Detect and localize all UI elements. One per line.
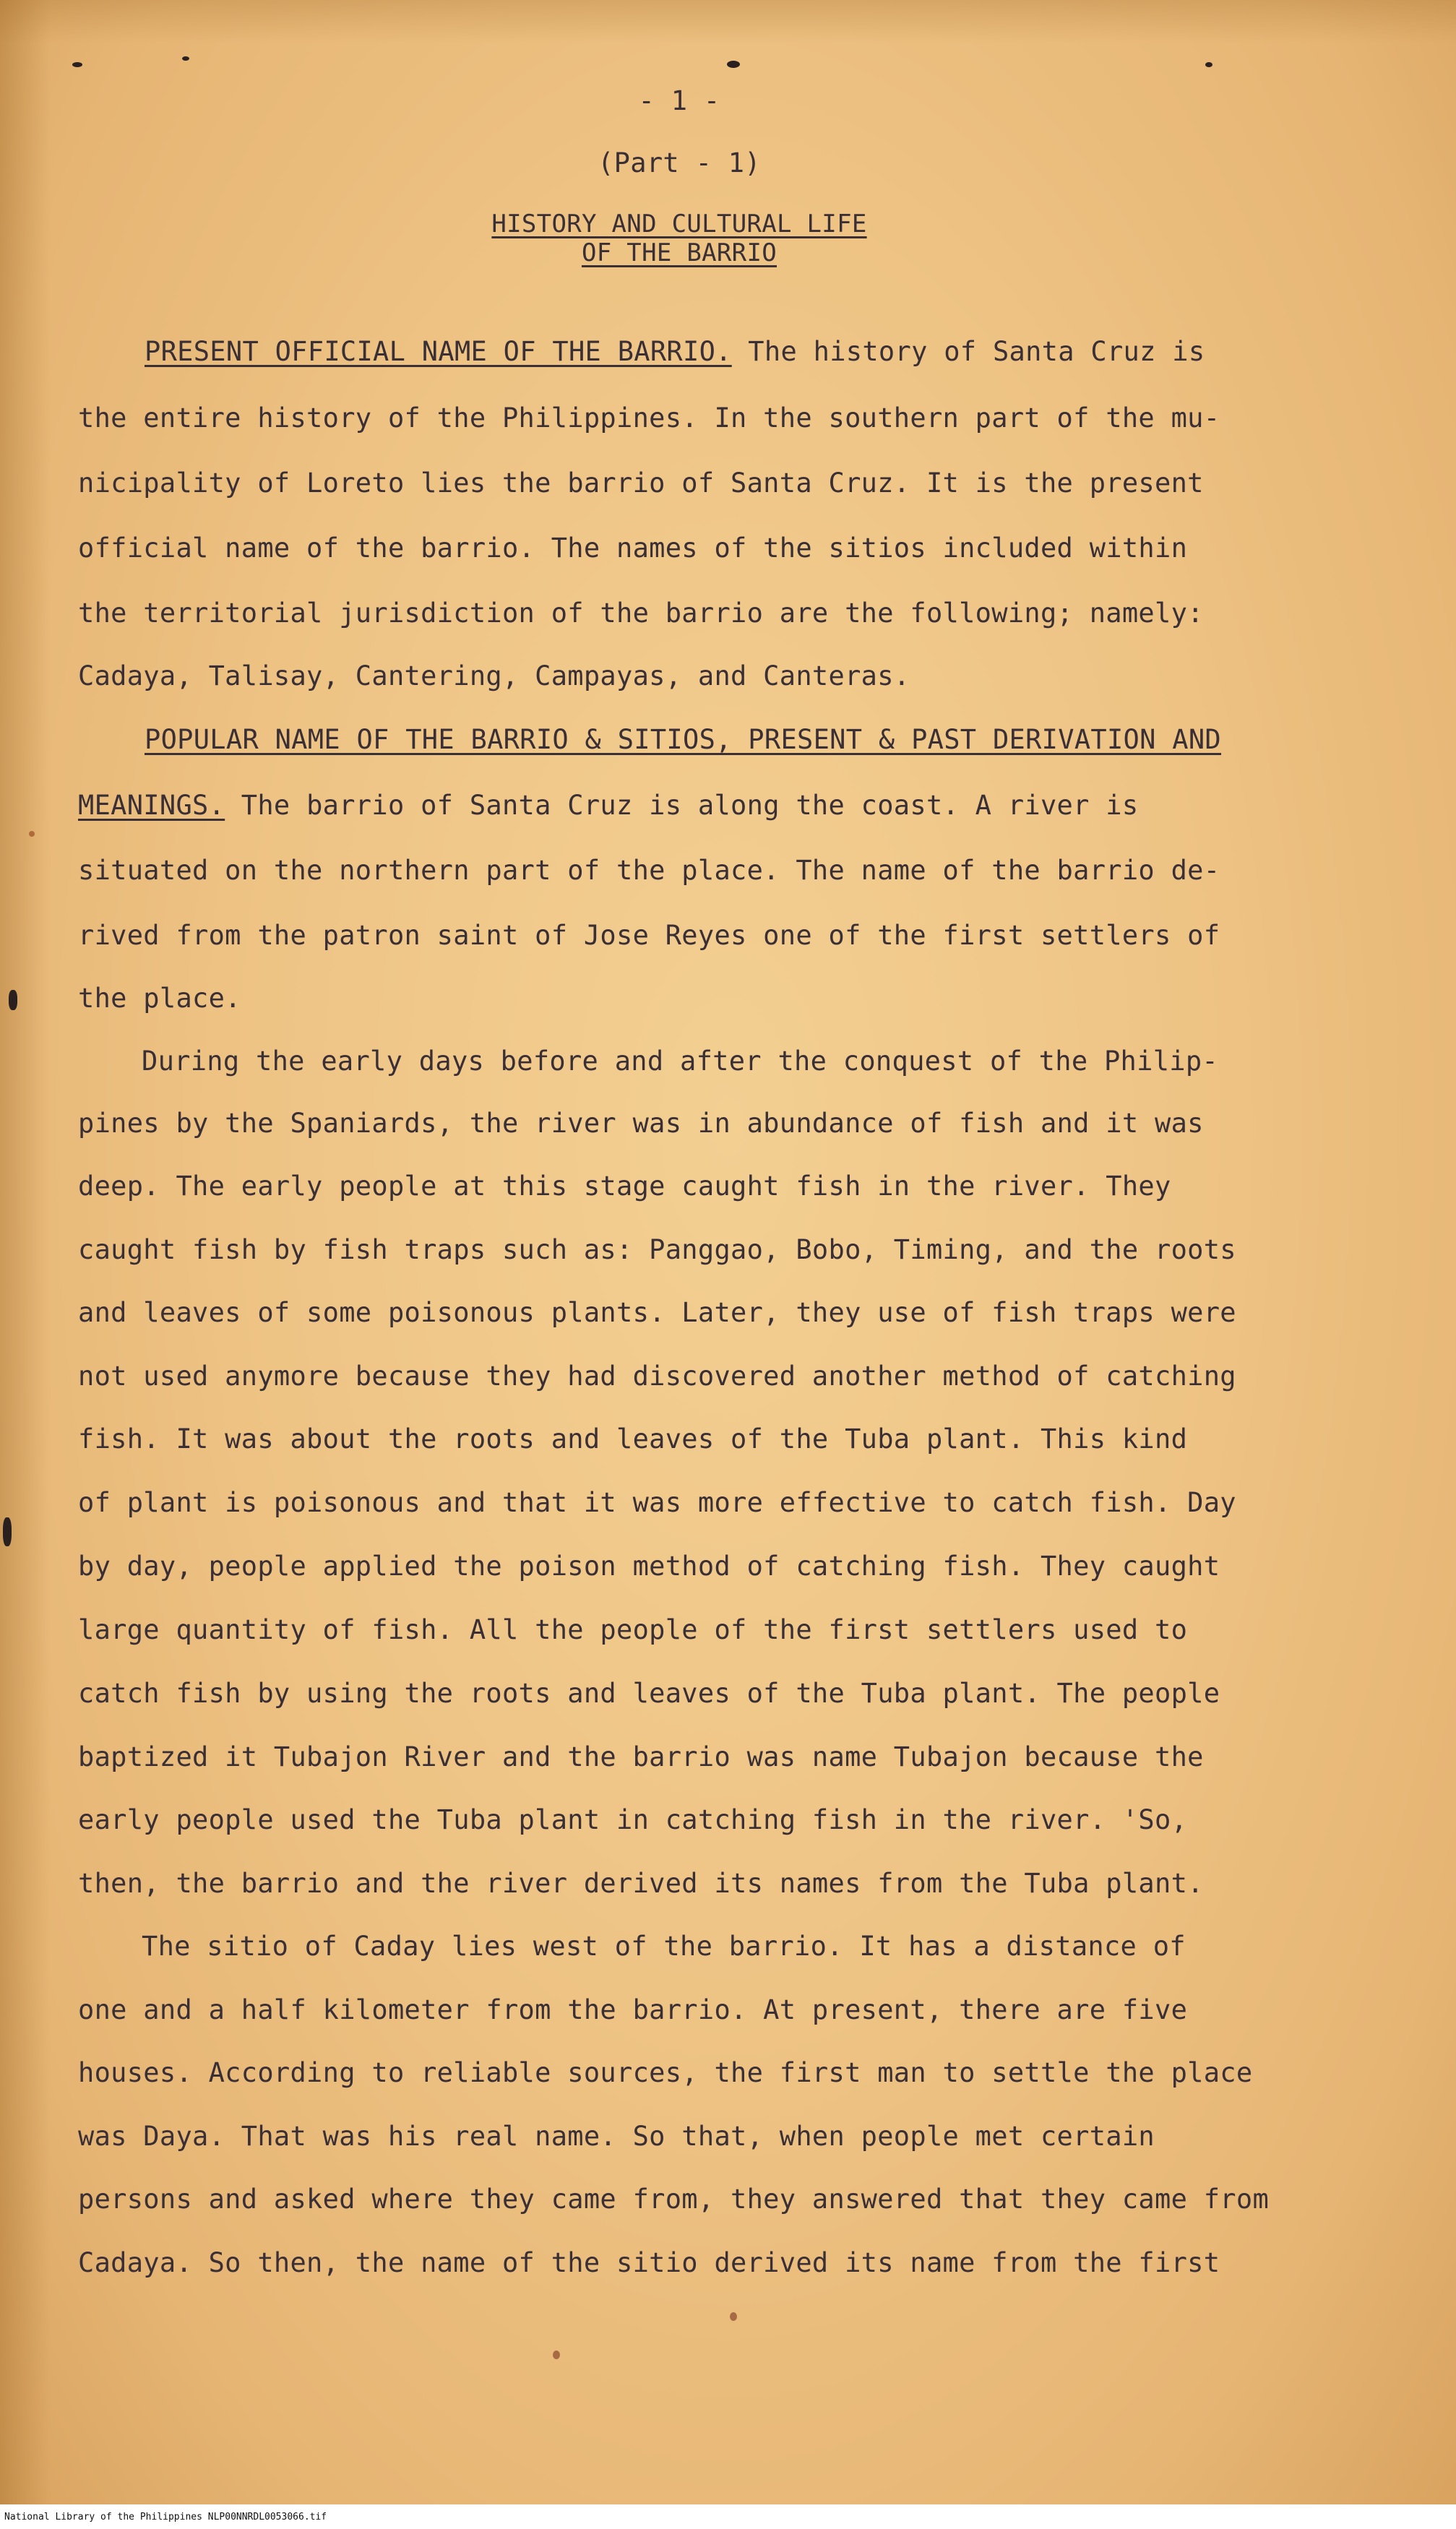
ink-speck <box>1205 62 1212 67</box>
section2-line2-rest: The barrio of Santa Cruz is along the coast. A river is <box>225 790 1139 821</box>
paragraph3-line: caught fish by fish traps such as: Panggao, Bobo, Timing, and the roots <box>78 1234 1236 1265</box>
section1-line: nicipality of Loreto lies the barrio of Santa Cruz. It is the present <box>78 468 1204 499</box>
footer-caption: National Library of the Philippines NLP00NNRDL0053066.tif <box>4 2512 327 2522</box>
ink-speck <box>3 1517 12 1546</box>
paragraph3-line: fish. It was about the roots and leaves of the Tuba plant. This kind <box>78 1423 1188 1455</box>
ink-speck <box>29 831 35 837</box>
paragraph3-line: and leaves of some poisonous plants. Later, they use of fish traps were <box>78 1297 1236 1328</box>
paragraph3-line: by day, people applied the poison method of catching fish. They caught <box>78 1551 1220 1582</box>
paragraph4-line: Cadaya. So then, the name of the sitio derived its name from the first <box>78 2247 1220 2278</box>
ink-speck <box>727 61 740 68</box>
paragraph3-line: catch fish by using the roots and leaves of the Tuba plant. The people <box>78 1678 1220 1709</box>
title-line-2: OF THE BARRIO <box>581 238 777 267</box>
ink-speck <box>182 56 189 61</box>
ink-speck <box>9 990 17 1010</box>
section2-heading-cont: MEANINGS. <box>78 790 225 821</box>
section2-line: the place. <box>78 983 241 1014</box>
paragraph3-line: large quantity of fish. All the people of the first settlers used to <box>78 1614 1188 1645</box>
section1-line: the territorial jurisdiction of the barrio are the following; namely: <box>78 598 1204 629</box>
section1-heading: PRESENT OFFICIAL NAME OF THE BARRIO. <box>145 336 732 367</box>
paragraph3-line: pines by the Spaniards, the river was in abundance of fish and it was <box>78 1108 1204 1139</box>
paragraph4-line: persons and asked where they came from, they answered that they came from <box>78 2184 1270 2215</box>
section1-line: Cadaya, Talisay, Cantering, Campayas, and Canteras. <box>78 660 910 692</box>
paragraph3-line: During the early days before and after the conquest of the Philip- <box>142 1046 1219 1077</box>
paragraph3-line: deep. The early people at this stage caught fish in the river. They <box>78 1171 1171 1202</box>
paragraph4-line: was Daya. That was his real name. So that, when people met certain <box>78 2121 1155 2152</box>
paragraph3-line: early people used the Tuba plant in catching fish in the river. 'So, <box>78 1804 1188 1835</box>
paragraph4-line: houses. According to reliable sources, the first man to settle the place <box>78 2057 1253 2088</box>
section1-line: official name of the barrio. The names of the sitios included within <box>78 533 1188 564</box>
page-number: - 1 - <box>638 85 720 116</box>
paragraph3-line: baptized it Tubajon River and the barrio was name Tubajon because the <box>78 1741 1204 1772</box>
section2-line: situated on the northern part of the place. The name of the barrio de- <box>78 855 1220 886</box>
section2-line-2 <box>78 790 1138 821</box>
section2-heading: POPULAR NAME OF THE BARRIO & SITIOS, PRESENT & PAST DERIVATION AND <box>145 724 1222 755</box>
section2-heading-line-1 <box>145 724 1221 755</box>
section1-first-line <box>145 336 1205 367</box>
paragraph3-line: of plant is poisonous and that it was more effective to catch fish. Day <box>78 1487 1236 1518</box>
ink-speck <box>730 2312 737 2321</box>
paragraph4-line: The sitio of Caday lies west of the barrio. It has a distance of <box>142 1931 1186 1962</box>
paper-edge-shadow <box>0 0 51 2504</box>
title-line-1: HISTORY AND CULTURAL LIFE <box>491 210 867 238</box>
paragraph3-line: then, the barrio and the river derived its names from the Tuba plant. <box>78 1868 1204 1899</box>
ink-speck <box>72 62 82 67</box>
paragraph4-line: one and a half kilometer from the barrio. At present, there are five <box>78 1994 1188 2025</box>
ink-speck <box>553 2351 560 2359</box>
paragraph3-line: not used anymore because they had discovered another method of catching <box>78 1361 1236 1392</box>
part-label: (Part - 1) <box>598 147 761 178</box>
section2-line: rived from the patron saint of Jose Reyes one of the first settlers of <box>78 920 1220 951</box>
section1-line: the entire history of the Philippines. In the southern part of the mu- <box>78 402 1220 434</box>
section1-line1-rest: The history of Santa Cruz is <box>731 336 1205 367</box>
paper-top-shadow <box>0 0 1456 43</box>
